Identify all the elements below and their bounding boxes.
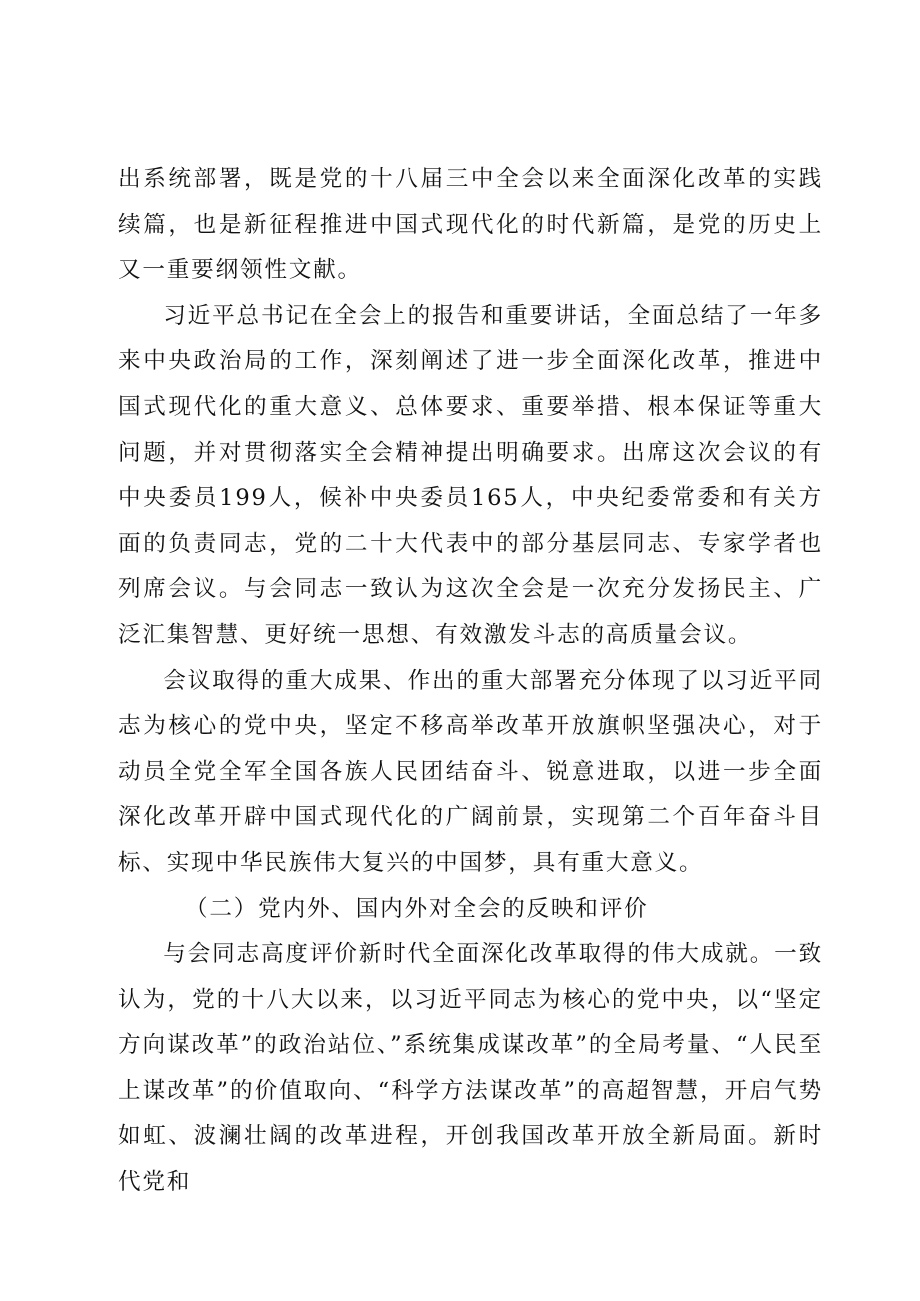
section-heading: （二）党内外、国内外对全会的反映和评价	[185, 895, 649, 922]
paragraph-evaluation: 与会同志高度评价新时代全面深化改革取得的伟大成就。一致认为，党的十八大以来，以习近平同志为核心的党中央，以“坚定方向谋改革”的政治站位、”系统集成谋改革”的全局考量、“人民至上谋改革”的价值取向、“科学方法谋改革”的高超智慧，开启气势如虹、波澜壮阔的改革进程，开创我国改革开放全新局面。新时代党和	[118, 941, 823, 1196]
paragraph-general-secretary-report: 习近平总书记在全会上的报告和重要讲话，全面总结了一年多来中央政治局的工作，深刻阐述了进一步全面深化改革，推进中国式现代化的重大意义、总体要求、重要举措、根本保证等重大问题，并对贯彻落实全会精神提出明确要求。出席这次会议的有中央委员199人，候补中央委员165人，中央纪委常委和有关方面的负责同志，党的二十大代表中的部分基层同志、专家学者也列席会议。与会同志一致认为这次全会是一次充分发扬民主、广泛汇集智慧、更好统一思想、有效激发斗志的高质量会议。	[118, 302, 823, 648]
document-body	[118, 157, 823, 1206]
paragraph-continuation: 出系统部署，既是党的十八届三中全会以来全面深化改革的实践续篇，也是新征程推进中国式现代化的时代新篇，是党的历史上又一重要纲领性文献。	[118, 166, 823, 284]
paragraph-meeting-significance: 会议取得的重大成果、作出的重大部署充分体现了以习近平同志为核心的党中央，坚定不移高举改革开放旗帜坚强决心，对于动员全党全军全国各族人民团结奋斗、锐意进取，以进一步全面深化改革开辟中国式现代化的广阔前景，实现第二个百年奋斗目标、实现中华民族伟大复兴的中国梦，具有重大意义。	[118, 667, 823, 876]
